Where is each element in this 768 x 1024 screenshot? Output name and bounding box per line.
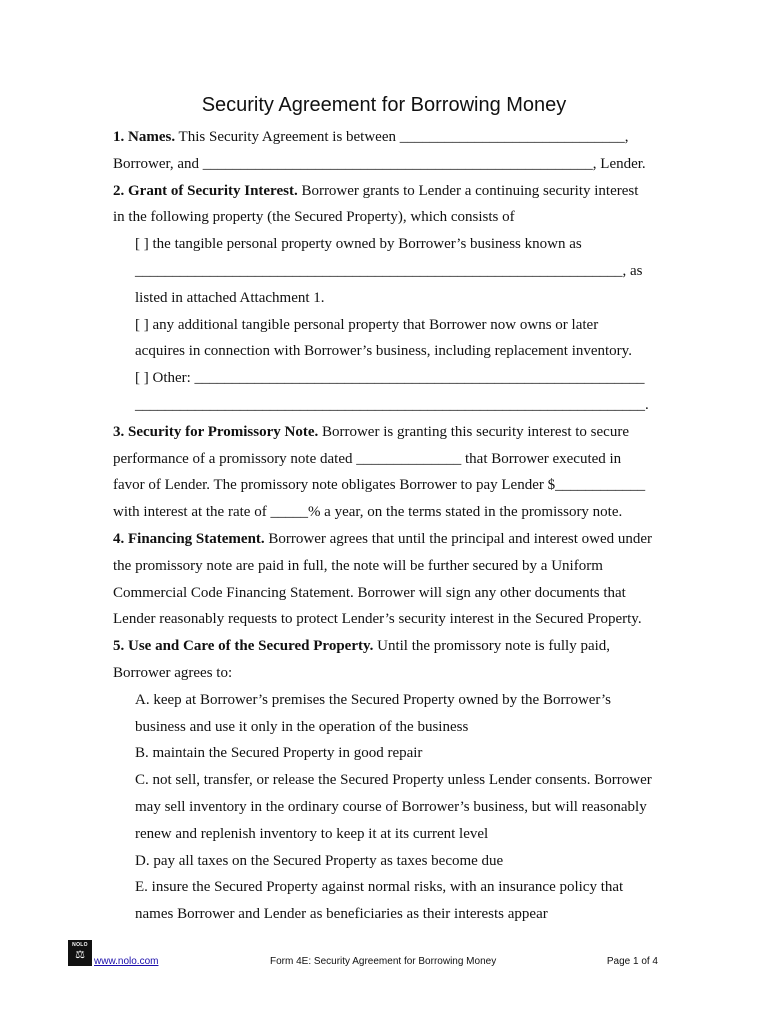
text-line [113, 392, 673, 419]
line-text: acquires in connection with Borrower’s business, including replacement inventory. [135, 343, 632, 360]
text-line [113, 285, 673, 312]
line-text: C. not sell, transfer, or release the Secured Property unless Lender consents. Borrower [135, 772, 652, 789]
line-text: Commercial Code Financing Statement. Borrower will sign any other documents that [113, 584, 626, 601]
page-footer [68, 940, 658, 968]
line-text: [ ] the tangible personal property owned by Borrower’s business known as [135, 236, 582, 253]
text-line [113, 553, 673, 580]
line-text: B. maintain the Secured Property in good repair [135, 745, 423, 762]
section-heading: 1. Names. [113, 129, 176, 145]
text-line [113, 231, 673, 258]
logo-text: NOLO [72, 942, 88, 948]
section-heading: 5. Use and Care of the Secured Property. [113, 638, 374, 655]
line-text: Until the promissory note is fully paid, [373, 638, 611, 655]
section-heading: 2. Grant of Security Interest. [113, 182, 298, 199]
form-name: Form 4E: Security Agreement for Borrowing Money [270, 956, 497, 967]
line-text: [ ] Other: ____________________________________________________________ [135, 370, 645, 387]
text-line [113, 687, 673, 714]
text-line [113, 848, 673, 875]
text-line [113, 606, 673, 633]
text-line [113, 338, 673, 365]
text-line [113, 767, 673, 794]
line-text: D. pay all taxes on the Secured Property as taxes become due [135, 852, 504, 869]
text-line [113, 446, 673, 473]
section-heading-line [113, 124, 673, 151]
line-text: Borrower is granting this security interest to secure [318, 423, 629, 440]
line-text: [ ] any additional tangible personal property that Borrower now owns or later [135, 316, 599, 333]
text-line [113, 660, 673, 687]
document-title: Security Agreement for Borrowing Money [201, 94, 567, 116]
line-text: performance of a promissory note dated ______________ that Borrower executed in [113, 450, 622, 467]
text-line [113, 740, 673, 767]
line-text: renew and replenish inventory to keep it at its current level [135, 825, 489, 842]
text-line [113, 499, 673, 526]
document-body [113, 124, 673, 928]
line-text: may sell inventory in the ordinary course of Borrower’s business, but will reasonably [135, 798, 647, 815]
line-text: the promissory note are paid in full, the note will be further secured by a Uniform [113, 557, 603, 574]
line-text: Borrower grants to Lender a continuing security interest [297, 182, 639, 199]
section-heading-line [113, 419, 673, 446]
section-heading-line [113, 633, 673, 660]
line-text: ____________________________________________________________________. [135, 396, 649, 413]
line-text: in the following property (the Secured Property), which consists of [113, 209, 515, 226]
section-heading-line [113, 178, 673, 205]
line-text: with interest at the rate of _____% a year, on the terms stated in the promissory note. [113, 504, 623, 521]
text-line [113, 821, 673, 848]
line-text: A. keep at Borrower’s premises the Secured Property owned by the Borrower’s [135, 691, 611, 708]
text-line [113, 901, 673, 928]
text-line [113, 151, 673, 178]
text-line [113, 258, 673, 285]
line-text: favor of Lender. The promissory note obligates Borrower to pay Lender $____________ [113, 477, 646, 494]
line-text: Lender reasonably requests to protect Lender’s security interest in the Secured Property. [113, 611, 642, 628]
line-text: This Security Agreement is between ______________________________, [175, 129, 629, 145]
text-line [113, 714, 673, 741]
line-text: business and use it only in the operation of the business [135, 718, 469, 735]
line-text: Borrower, and ____________________________________________________, Lender. [113, 155, 646, 172]
text-line [113, 794, 673, 821]
text-line [113, 204, 673, 231]
section-heading-line [113, 526, 673, 553]
section-heading: 3. Security for Promissory Note. [113, 423, 319, 440]
line-text: E. insure the Secured Property against normal risks, with an insurance policy that [135, 879, 624, 896]
nolo-website-link[interactable]: www.nolo.com [94, 956, 159, 967]
text-line [113, 472, 673, 499]
text-line [113, 312, 673, 339]
text-line [113, 580, 673, 607]
line-text: listed in attached Attachment 1. [135, 289, 325, 306]
line-text: names Borrower and Lender as beneficiaries as their interests appear [135, 906, 548, 923]
line-text: Borrower agrees to: [113, 664, 233, 681]
line-text: _________________________________________________________________, as [135, 262, 643, 279]
scales-of-justice-icon: ⚖ [75, 949, 85, 961]
text-line [113, 365, 673, 392]
line-text: Borrower agrees that until the principal and interest owed under [264, 530, 653, 547]
section-heading: 4. Financing Statement. [113, 530, 265, 547]
text-line [113, 874, 673, 901]
nolo-logo [68, 940, 92, 966]
page-number: Page 1 of 4 [606, 956, 658, 967]
